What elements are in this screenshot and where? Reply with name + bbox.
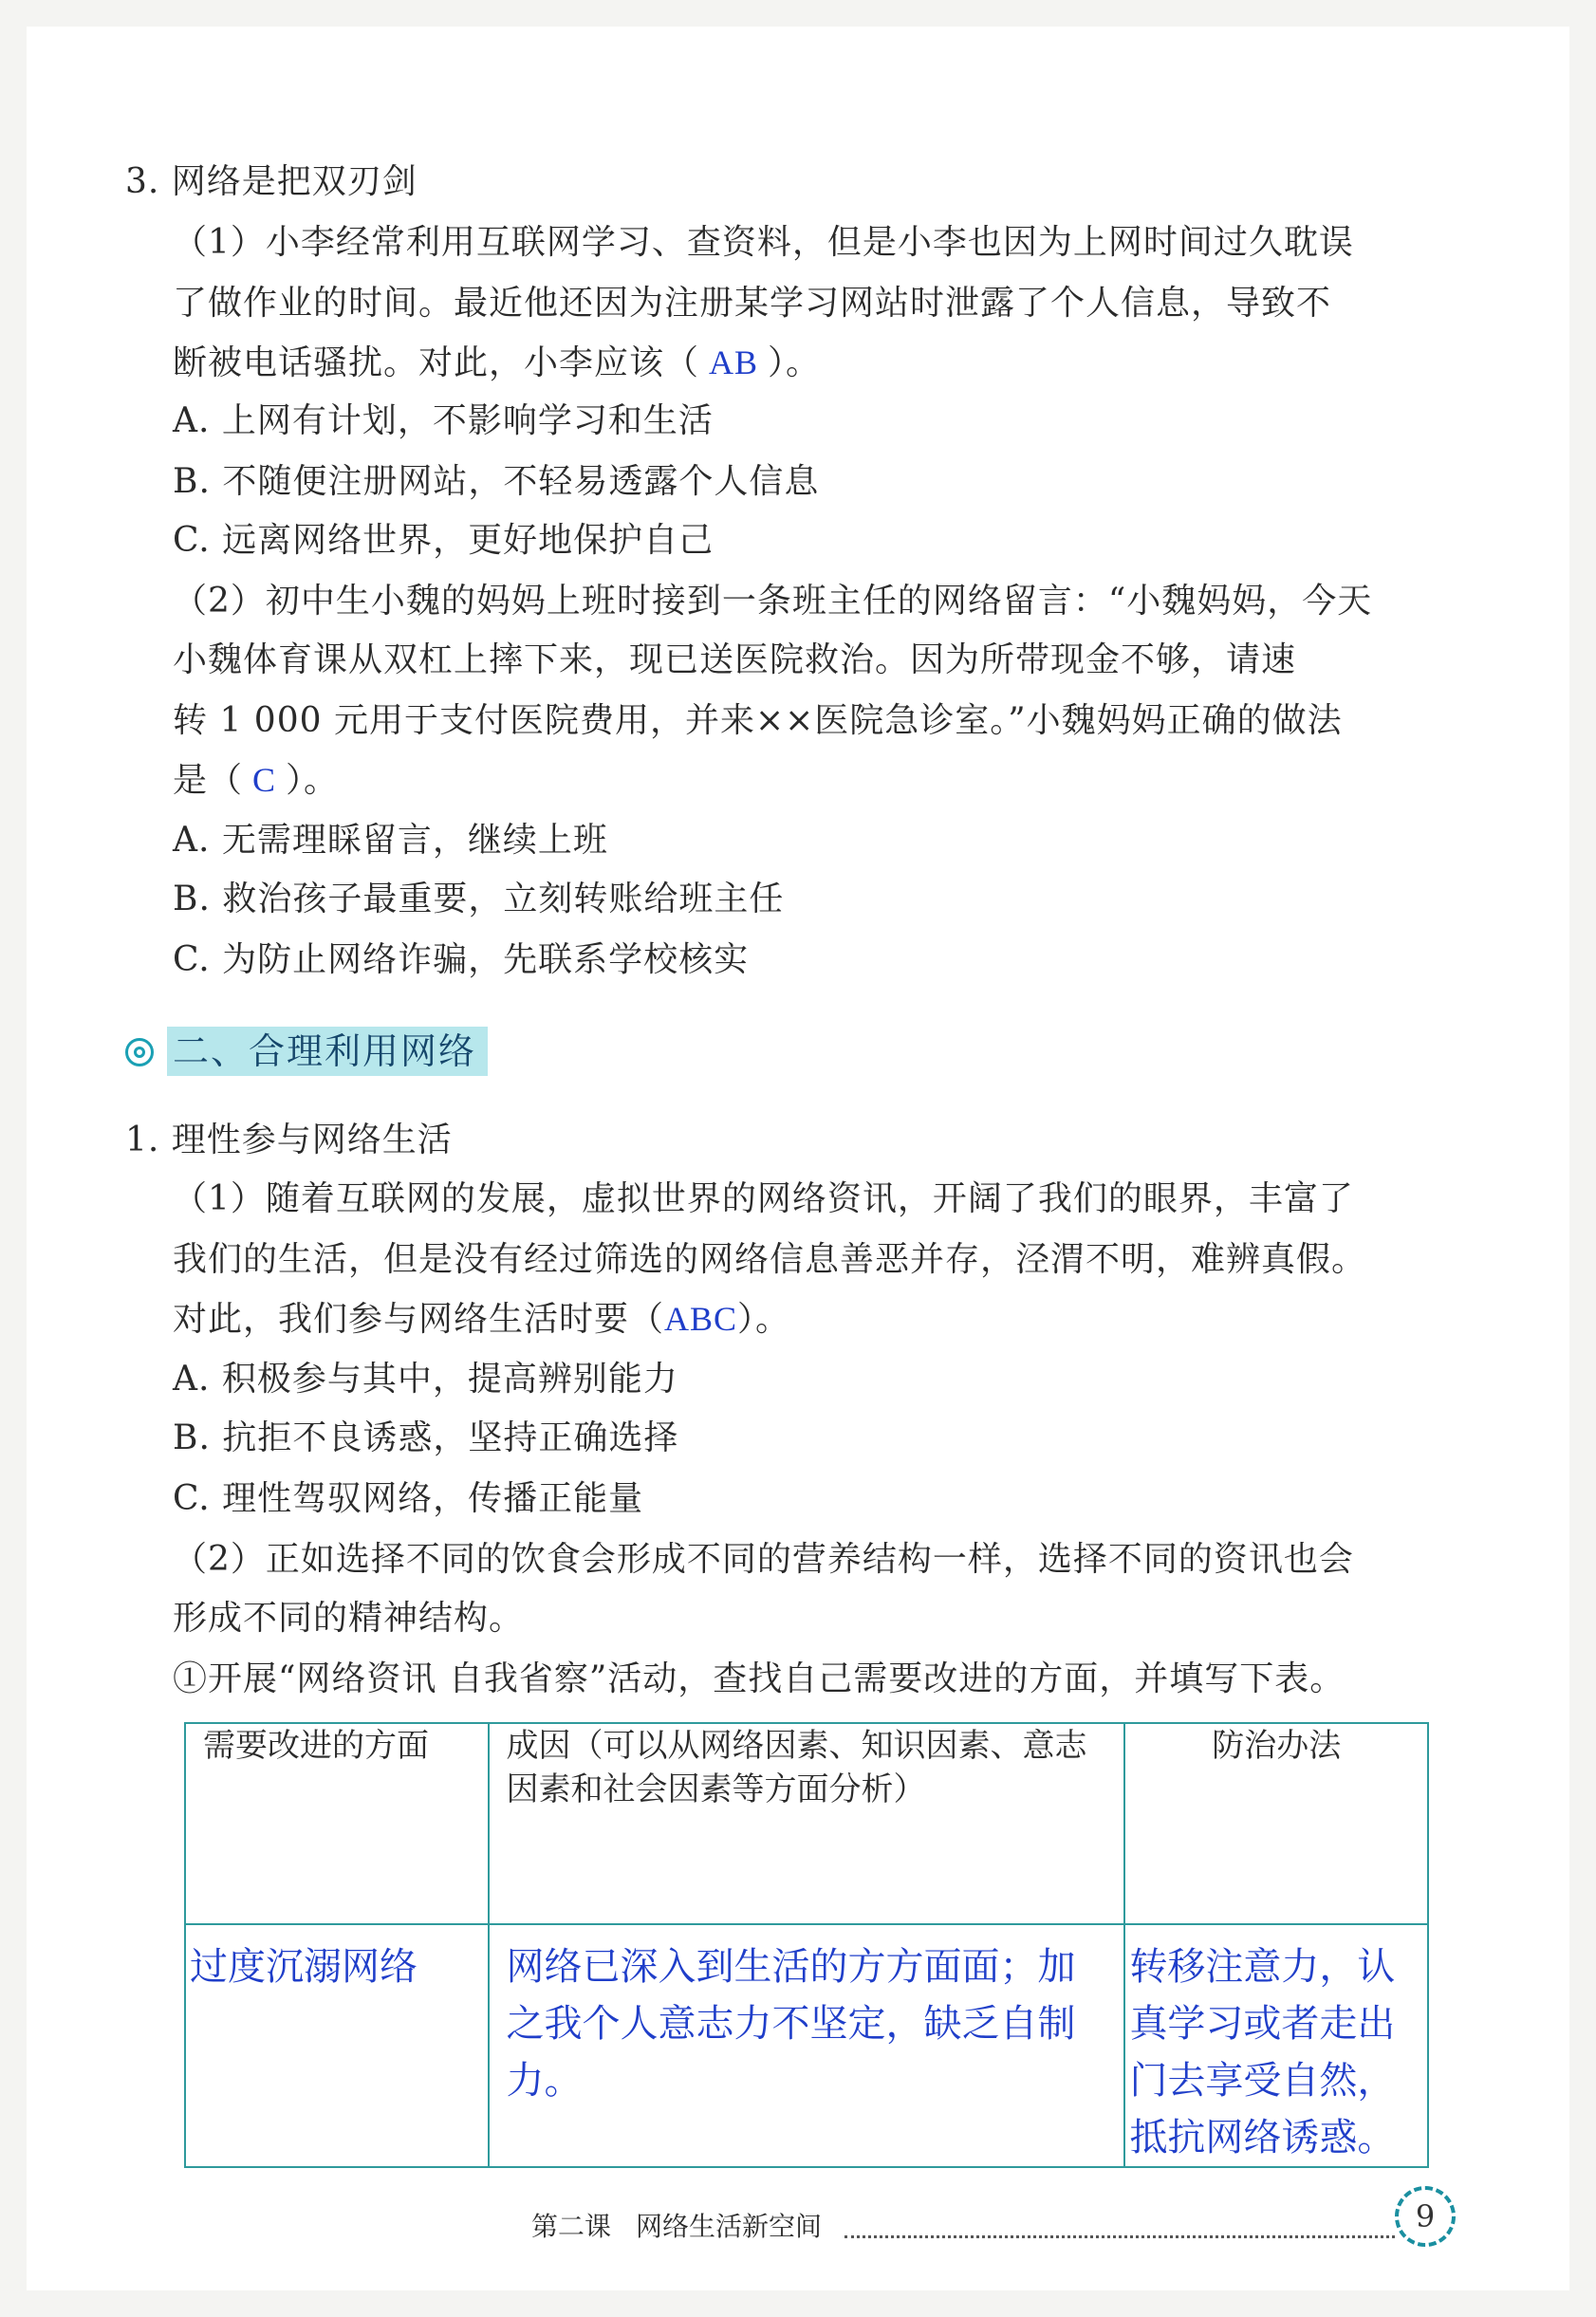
section-title: 二、合理利用网络 (167, 1027, 488, 1076)
answer-remedy: 转移注意力，认真学习或者走出门去享受自然，抵抗网络诱惑。 (1129, 1945, 1396, 2159)
q3-part1-answer: AB (699, 343, 769, 381)
q1-part1-line2: 我们的生活，但是没有经过筛选的网络信息善恶并存，泾渭不明，难辨真假。 (173, 1240, 1367, 1279)
footer-leader-dots (844, 2235, 1395, 2238)
q3-part1-line2: 了做作业的时间。最近他还因为注册某学习网站时泄露了个人信息，导致不 (173, 284, 1332, 323)
q3-part2-option-a: A. 无需理睬留言，继续上班 (173, 821, 608, 860)
answer-cause: 网络已深入到生活的方方面面；加之我个人意志力不坚定，缺乏自制力。 (506, 1945, 1076, 2103)
page-footer (531, 2203, 1480, 2251)
bullseye-icon (125, 1038, 154, 1066)
q3-part2-line2: 小魏体育课从双杠上摔下来，现已送医院救治。因为所带现金不够，请速 (173, 640, 1297, 679)
question-1-title: 1. 理性参与网络生活 (125, 1121, 453, 1159)
q1-part1-option-b: B. 抗拒不良诱惑，坚持正确选择 (173, 1418, 679, 1457)
q3-part1-line3 (173, 340, 821, 386)
question-3-title: 3. 网络是把双刃剑 (125, 162, 418, 201)
table-cell (1124, 1924, 1428, 2167)
q3-part2-line1: （2）初中生小魏的妈妈上班时接到一条班主任的网络留言：“小魏妈妈，今天 (173, 582, 1373, 621)
table-cell (489, 1924, 1125, 2167)
q3-part2-line3: 转 1 000 元用于支付医院费用，并来××医院急诊室。”小魏妈妈正确的做法 (173, 701, 1343, 740)
q1-part2-line1: （2）正如选择不同的饮食会形成不同的营养结构一样，选择不同的资讯也会 (173, 1540, 1354, 1579)
table-row (185, 1924, 1428, 2167)
table-header-cell: 成因（可以从网络因素、知识因素、意志因素和社会因素等方面分析） (489, 1723, 1125, 1924)
table-cell (185, 1924, 489, 2167)
q3-part2-line4 (173, 757, 339, 804)
q1-part1-line3 (173, 1296, 790, 1343)
q1-part1-answer: ABC (664, 1300, 738, 1338)
q3-part2-option-b: B. 救治孩子最重要，立刻转账给班主任 (173, 880, 785, 918)
answer-aspect: 过度沉溺网络 (190, 1945, 418, 1989)
table-header-cell: 需要改进的方面 (185, 1723, 489, 1924)
q1-part1-line1: （1）随着互联网的发展，虚拟世界的网络资讯，开阔了我们的眼界，丰富了 (173, 1179, 1354, 1218)
q1-part1-option-c: C. 理性驾驭网络，传播正能量 (173, 1479, 644, 1518)
footer-topic: 网络生活新空间 (636, 2211, 823, 2242)
q3-part1-option-a: A. 上网有计划，不影响学习和生活 (173, 401, 714, 440)
q3-part1-line1: （1）小李经常利用互联网学习、查资料，但是小李也因为上网时间过久耽误 (173, 223, 1354, 262)
q3-part2-answer: C (243, 761, 287, 799)
self-examination-table (184, 1722, 1429, 2168)
q1-part2-line2: 形成不同的精神结构。 (173, 1599, 525, 1638)
table-header-cell: 防治办法 (1124, 1723, 1428, 1924)
q3-part1-stem: 断被电话骚扰。对此，小李应该（ (173, 343, 700, 382)
footer-lesson: 第二课 (531, 2211, 612, 2242)
q1-part1-stem-end: ）。 (737, 1300, 791, 1339)
q1-part1-option-a: A. 积极参与其中，提高辨别能力 (173, 1360, 678, 1399)
q1-part2-line3: ①开展“网络资讯 自我省察”活动，查找自己需要改进的方面，并填写下表。 (173, 1659, 1345, 1698)
q3-part2-stem-end: ）。 (286, 761, 340, 800)
q1-part1-stem: 对此，我们参与网络生活时要（ (173, 1300, 665, 1339)
q3-part1-stem-end: ）。 (768, 343, 822, 382)
q3-part2-stem: 是（ (173, 761, 244, 800)
q3-part1-option-c: C. 远离网络世界，更好地保护自己 (173, 521, 714, 560)
q3-part1-option-b: B. 不随便注册网站，不轻易透露个人信息 (173, 462, 820, 501)
q3-part2-option-c: C. 为防止网络诈骗，先联系学校核实 (173, 940, 750, 979)
table-header-row (185, 1723, 1428, 1924)
page-number: 9 (1395, 2186, 1456, 2247)
